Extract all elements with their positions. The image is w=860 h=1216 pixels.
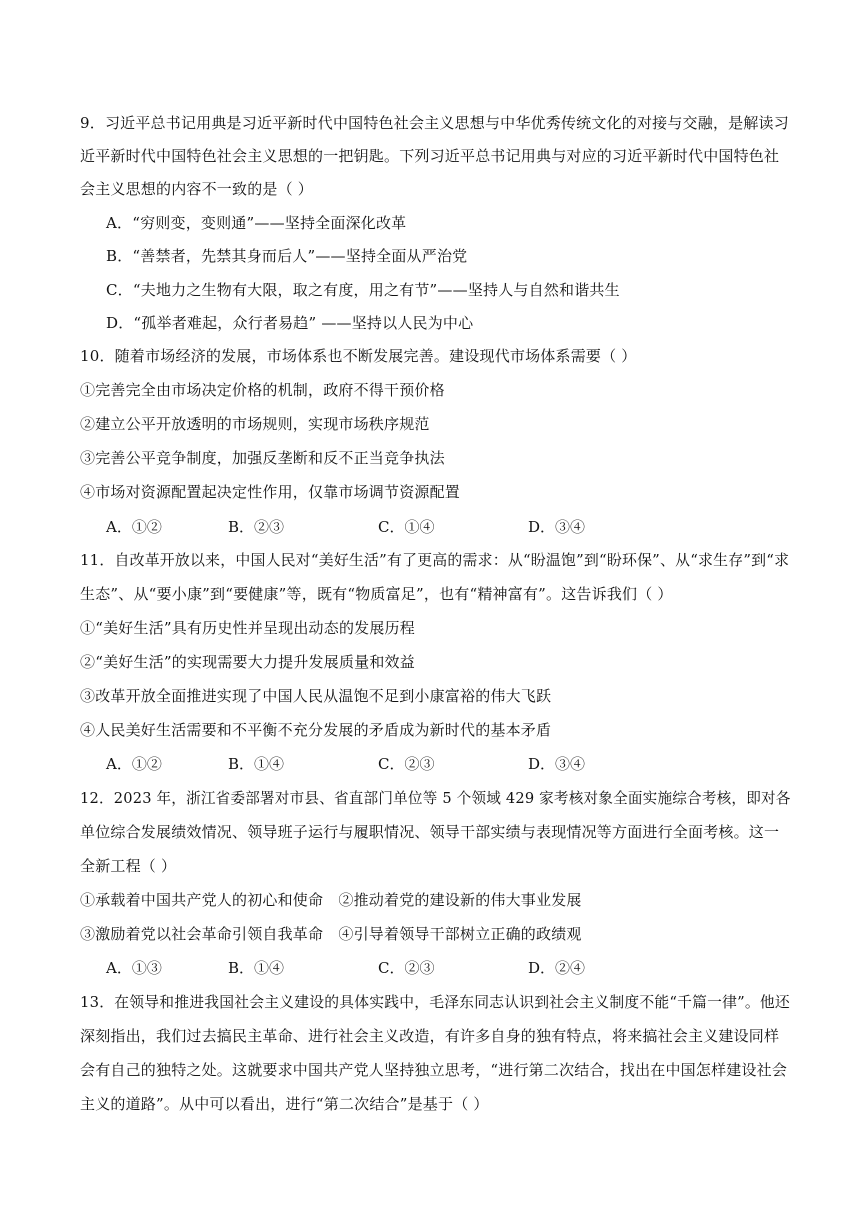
q12-stem-line-2: 单位综合发展绩效情况、领导班子运行与履职情况、领导干部实绩与表现情况等方面进行全面考核。这一 bbox=[80, 823, 780, 841]
q12-option-a: A．①③ bbox=[106, 959, 162, 977]
q11-item-2: ②“美好生活”的实现需要大力提升发展质量和效益 bbox=[80, 653, 415, 671]
q11-option-a: A．①② bbox=[106, 755, 162, 773]
q10-item-3: ③完善公平竞争制度，加强反垄断和反不正当竞争执法 bbox=[80, 449, 445, 467]
q10-option-b: B．②③ bbox=[228, 518, 285, 536]
q10-option-d: D．③④ bbox=[528, 518, 586, 536]
q12-stem-line-3: 全新工程（ ） bbox=[80, 857, 177, 875]
q11-stem-line-2: 生态”、从“要小康”到“要健康”等，既有“物质富足”，也有“精神富有”。这告诉我们（ ） bbox=[80, 585, 673, 603]
q11-item-3: ③改革开放全面推进实现了中国人民从温饱不足到小康富裕的伟大飞跃 bbox=[80, 687, 552, 705]
q10-option-a: A．①② bbox=[106, 518, 162, 536]
q9-option-a: A．“穷则变，变则通”——坚持全面深化改革 bbox=[106, 214, 407, 232]
q12-items-line-1: ①承载着中国共产党人的初心和使命 ②推动着党的建设新的伟大事业发展 bbox=[80, 891, 582, 909]
q11-item-1: ①“美好生活”具有历史性并呈现出动态的发展历程 bbox=[80, 619, 415, 637]
q13-stem-line-3: 会有自己的独特之处。这就要求中国共产党人坚持独立思考，“进行第二次结合，找出在中国怎样建设社会 bbox=[80, 1061, 788, 1079]
q9-option-b: B．“善禁者，先禁其身而后人”——坚持全面从严治党 bbox=[106, 247, 468, 265]
q11-option-b: B．①④ bbox=[228, 755, 285, 773]
q12-option-c: C．②③ bbox=[378, 959, 435, 977]
q10-item-4: ④市场对资源配置起决定性作用，仅靠市场调节资源配置 bbox=[80, 483, 461, 501]
q12-items-line-2: ③激励着党以社会革命引领自我革命 ④引导着领导干部树立正确的政绩观 bbox=[80, 925, 582, 943]
q11-stem-line-1: 11．自改革开放以来，中国人民对“美好生活”有了更高的需求：从“盼温饱”到“盼环保”、从“求生存”到“求 bbox=[80, 551, 790, 569]
q12-stem-line-1: 12．2023 年，浙江省委部署对市县、省直部门单位等 5 个领域 429 家考核对象全面实施综合考核，即对各 bbox=[80, 789, 791, 807]
q9-stem-line-2: 近平新时代中国特色社会主义思想的一把钥匙。下列习近平总书记用典与对应的习近平新时代中国特色社 bbox=[80, 147, 780, 165]
q11-option-c: C．②③ bbox=[378, 755, 435, 773]
q9-option-c: C．“夫地力之生物有大限，取之有度，用之有节”——坚持人与自然和谐共生 bbox=[106, 281, 620, 299]
q10-item-1: ①完善完全由市场决定价格的机制，政府不得干预价格 bbox=[80, 381, 445, 399]
q10-option-c: C．①④ bbox=[378, 518, 435, 536]
q10-stem-line-1: 10．随着市场经济的发展，市场体系也不断发展完善。建设现代市场体系需要（ ） bbox=[80, 347, 637, 365]
q12-option-b: B．①④ bbox=[228, 959, 285, 977]
q11-option-d: D．③④ bbox=[528, 755, 586, 773]
q9-stem-line-1: 9．习近平总书记用典是习近平新时代中国特色社会主义思想与中华优秀传统文化的对接与交融，是解读习 bbox=[80, 114, 789, 132]
q13-stem-line-1: 13．在领导和推进我国社会主义建设的具体实践中，毛泽东同志认识到社会主义制度不能“千篇一律”。他还 bbox=[80, 993, 790, 1011]
q10-item-2: ②建立公平开放透明的市场规则，实现市场秩序规范 bbox=[80, 415, 430, 433]
q12-option-d: D．②④ bbox=[528, 959, 586, 977]
q13-stem-line-4: 主义的道路”。从中可以看出，进行“第二次结合”是基于（ ） bbox=[80, 1095, 489, 1113]
q13-stem-line-2: 深刻指出，我们过去搞民主革命、进行社会主义改造，有许多自身的独有特点，将来搞社会主义建设同样 bbox=[80, 1027, 780, 1045]
q9-option-d: D．“孤举者难起，众行者易趋” ——坚持以人民为中心 bbox=[106, 314, 474, 332]
q11-item-4: ④人民美好生活需要和不平衡不充分发展的矛盾成为新时代的基本矛盾 bbox=[80, 721, 552, 739]
q9-stem-line-3: 会主义思想的内容不一致的是（ ） bbox=[80, 180, 313, 198]
